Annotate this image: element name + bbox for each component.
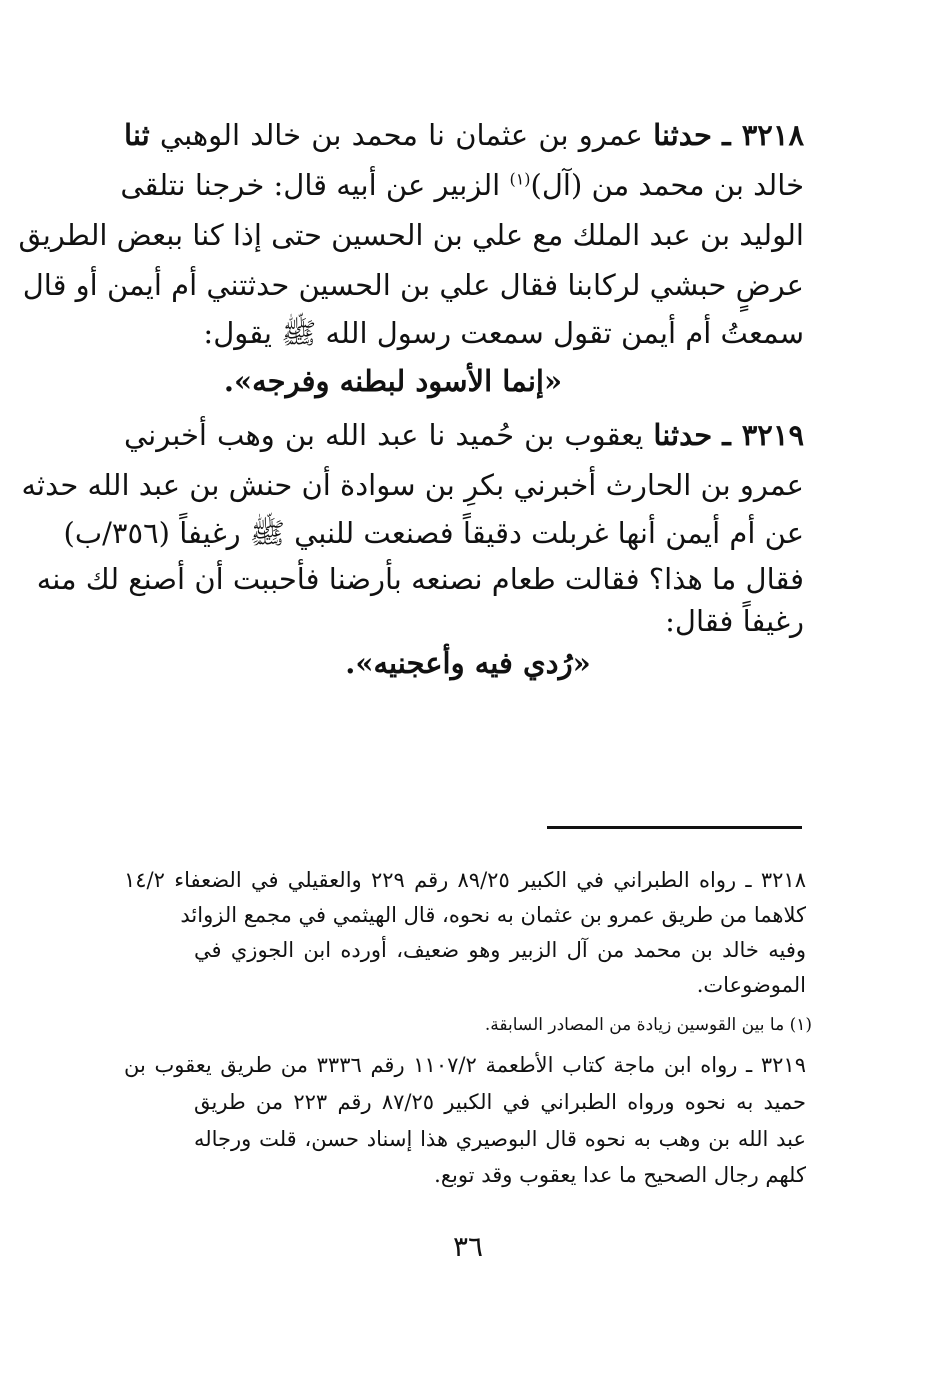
footnote-ref: (١) <box>509 169 531 189</box>
hadith-3219-line-1 <box>124 418 804 452</box>
footnote-3218-line-1: ٣٢١٨ ـ رواه الطبراني في الكبير ٨٩/٢٥ رقم ٢٢٩ والعقيلي في الضعفاء ١٤/٢ <box>124 868 806 892</box>
hadith-3219-number: ٣٢١٩ ـ <box>722 418 805 452</box>
footnote-3219-line-3: عبد الله بن وهب به نحوه قال البوصيري هذا إسناد حسن، قلت ورجاله <box>194 1127 806 1151</box>
footnote-3218-line-3: وفيه خالد بن محمد من آل الزبير وهو ضعيف، أورده ابن الجوزي في <box>194 938 806 962</box>
footnote-note-1: (١) ما بين القوسين زيادة من المصادر السابقة. <box>484 1015 812 1035</box>
hadith-3218-line-3: الوليد بن عبد الملك مع علي بن الحسين حتى إذا كنا ببعض الطريق <box>18 218 804 252</box>
hadith-3218-opening: حدثنا <box>653 118 712 152</box>
hadith-3218-line-2a: خالد بن محمد من (آل) <box>530 168 804 202</box>
footnote-3219-line-4: كلهم رجال الصحيح ما عدا يعقوب وقد توبع. <box>434 1163 806 1187</box>
footnote-separator <box>547 826 802 829</box>
hadith-3219-line-3: عن أم أيمن أنها غربلت دقيقاً فصنعت للنبي ﷺ رغيفاً (٣٥٦/ب) <box>63 516 804 550</box>
hadith-3219-line-1-text: يعقوب بن حُميد نا عبد الله بن وهب أخبرني <box>124 418 644 452</box>
hadith-3219-line-5: رغيفاً فقال: <box>665 604 804 638</box>
hadith-3219-line-2: عمرو بن الحارث أخبرني بكرِ بن سوادة أن حنش بن عبد الله حدثه <box>21 468 804 502</box>
hadith-3218-number: ٣٢١٨ ـ <box>722 118 805 152</box>
hadith-3218-line-1 <box>124 118 804 152</box>
page-number: ٣٦ <box>452 1230 484 1263</box>
hadith-3218-line-4: عرضٍ حبشي لركابنا فقال علي بن الحسين حدثتني أم أيمن أو قال <box>22 268 804 302</box>
hadith-3218-quote: «إنما الأسود لبطنه وفرجه». <box>223 364 563 398</box>
hadith-3218-line-2b: الزبير عن أبيه قال: خرجنا نتلقى <box>120 168 501 202</box>
hadith-3219-opening: حدثنا <box>653 418 713 452</box>
hadith-3219-line-4: فقال ما هذا؟ فقالت طعام نصنعه بأرضنا فأحببت أن أصنع لك منه <box>36 562 804 596</box>
hadith-3218-line-5: سمعتُ أم أيمن تقول سمعت رسول الله ﷺ يقول: <box>203 316 804 350</box>
footnote-3218-line-4: الموضوعات. <box>696 973 806 997</box>
hadith-3218-line-1-text: عمرو بن عثمان نا محمد بن خالد الوهبي <box>159 118 643 152</box>
hadith-3218-line-1-end: ثنا <box>124 118 150 152</box>
footnote-3218-line-2: كلاهما من طريق عمرو بن عثمان به نحوه، قال الهيثمي في مجمع الزوائد <box>180 903 806 927</box>
hadith-3218-line-2 <box>120 168 804 202</box>
footnote-3219-line-1: ٣٢١٩ ـ رواه ابن ماجة كتاب الأطعمة ١١٠٧/٢ رقم ٣٣٣٦ من طريق يعقوب بن <box>124 1053 806 1077</box>
footnote-3219-line-2: حميد به نحوه ورواه الطبراني في الكبير ٨٧/٢٥ رقم ٢٢٣ من طريق <box>194 1090 807 1114</box>
hadith-3219-quote: «رُدي فيه وأعجنيه». <box>345 646 591 680</box>
